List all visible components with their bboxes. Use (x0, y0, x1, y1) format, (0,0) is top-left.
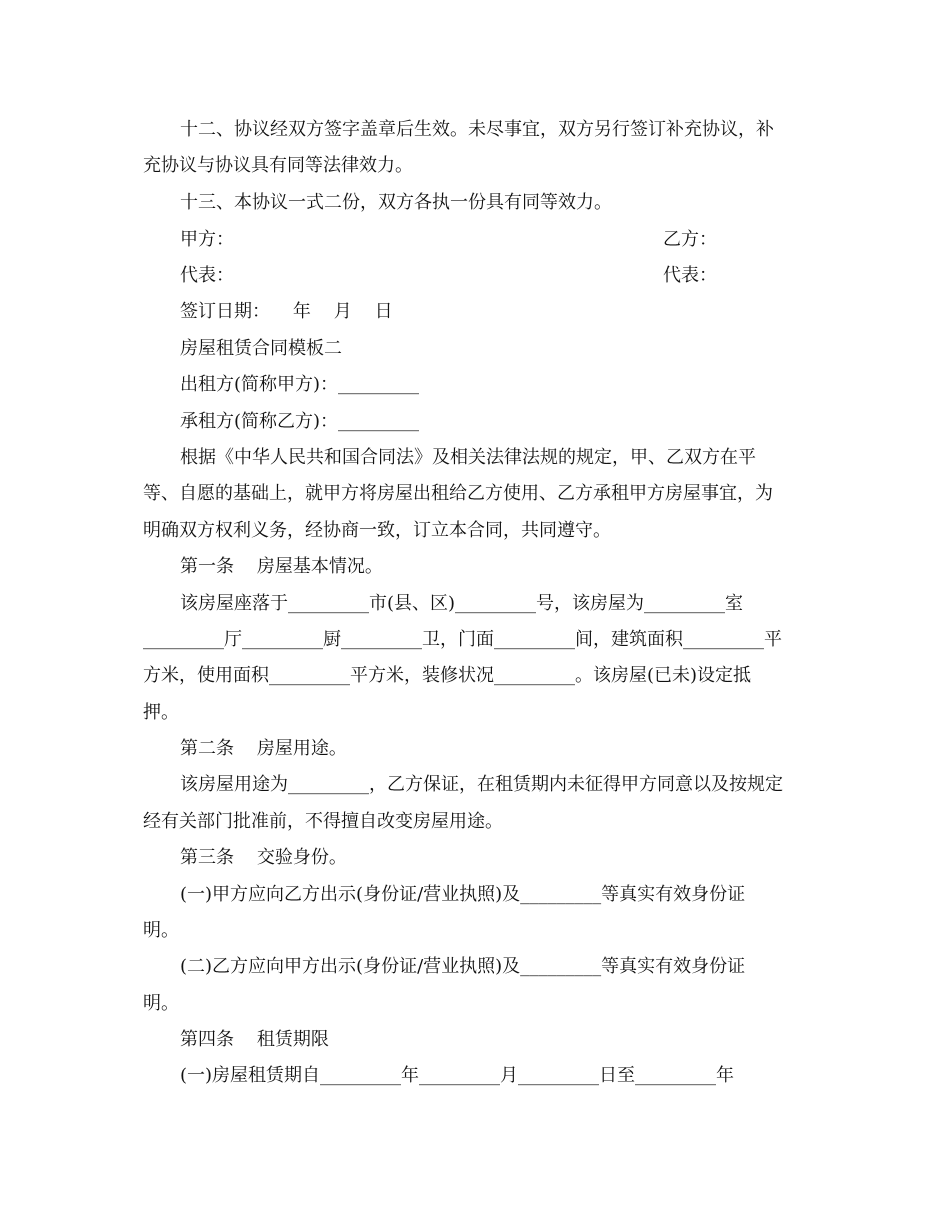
template-2-title: 房屋租赁合同模板二 (180, 338, 342, 359)
party-a-label: 甲方： (180, 229, 234, 250)
article-4-heading: 第四条 租赁期限 (180, 1029, 329, 1050)
clause-13: 十三、本协议一式二份，双方各执一份具有同等效力。 (180, 192, 612, 213)
article-3-item-1-line-2: 明。 (143, 920, 179, 941)
article-1-line-4: 押。 (143, 702, 179, 723)
preamble-line-3: 明确双方权利义务，经协商一致，订立本合同，共同遵守。 (143, 520, 611, 541)
article-3-item-2-line-1: (二)乙方应向甲方出示(身份证/营业执照)及_________等真实有效身份证 (180, 956, 746, 977)
party-a-rep-label: 代表： (180, 265, 234, 286)
article-1-line-3: 方米，使用面积_________平方米，装修状况_________。该房屋(已未)设定抵 (143, 665, 752, 686)
article-3-item-1-line-1: (一)甲方应向乙方出示(身份证/营业执照)及_________等真实有效身份证 (180, 884, 746, 905)
article-3-heading: 第三条 交验身份。 (180, 847, 347, 868)
article-1-line-2: _________厅_________厨_________卫，门面_________间，建筑面积_________平 (143, 629, 782, 650)
article-1-line-1: 该房屋座落于_________市(县、区)_________号，该房屋为_________室 (180, 593, 744, 614)
party-b-rep-label: 代表： (663, 265, 717, 286)
signing-date: 签订日期： 年 月 日 (180, 301, 393, 322)
clause-12-line-1: 十二、协议经双方签字盖章后生效。未尽事宜，双方另行签订补充协议，补 (180, 119, 774, 140)
article-2-heading: 第二条 房屋用途。 (180, 738, 347, 759)
preamble-line-1: 根据《中华人民共和国合同法》及相关法律法规的规定，甲、乙双方在平 (180, 447, 756, 468)
article-2-line-1: 该房屋用途为_________，乙方保证，在租赁期内未征得甲方同意以及按规定 (180, 774, 783, 795)
article-2-line-2: 经有关部门批准前，不得擅自改变房屋用途。 (143, 811, 503, 832)
clause-12-line-2: 充协议与协议具有同等法律效力。 (143, 155, 413, 176)
lessee-field: 承租方(简称乙方)：_________ (180, 411, 420, 432)
preamble-line-2: 等、自愿的基础上，就甲方将房屋出租给乙方使用、乙方承租甲方房屋事宜，为 (143, 483, 773, 504)
party-b-label: 乙方： (663, 229, 717, 250)
article-1-heading: 第一条 房屋基本情况。 (180, 556, 383, 577)
article-4-item-1-line-1: (一)房屋租赁期自_________年_________月_________日至_________年 (180, 1065, 735, 1086)
lessor-field: 出租方(简称甲方)：_________ (180, 374, 420, 395)
article-3-item-2-line-2: 明。 (143, 993, 179, 1014)
